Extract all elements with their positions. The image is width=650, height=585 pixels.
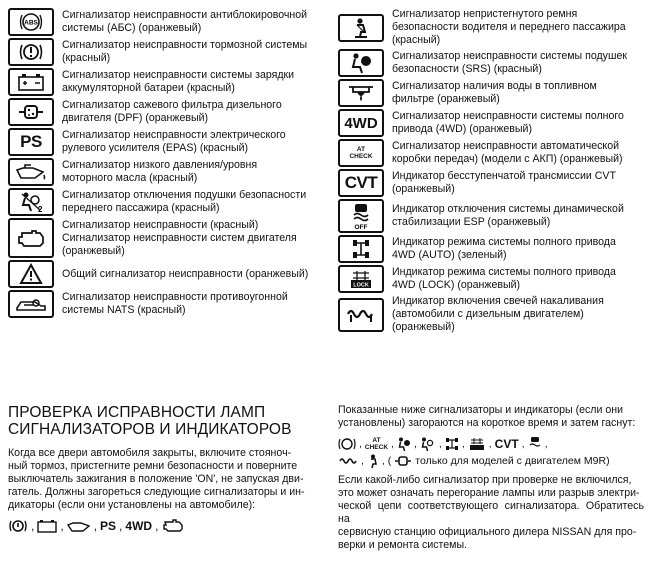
cvt-label: CVT bbox=[344, 173, 378, 192]
list-item-text: Общий сигнализатор неисправности (оранжевый) bbox=[62, 267, 309, 280]
list-item bbox=[8, 158, 324, 186]
cvt-symbol: CVT bbox=[494, 437, 519, 451]
brake-icon bbox=[8, 38, 54, 66]
list-item-text: Сигнализатор неисправности антиблокировочной системы (АБС) (оранжевый) bbox=[62, 9, 308, 34]
list-item bbox=[338, 295, 650, 334]
section-heading: ПРОВЕРКА ИСПРАВНОСТИ ЛАМП СИГНАЛИЗАТОРОВ И ИНДИКАТОРОВ bbox=[8, 404, 292, 438]
at-check-icon: AT CHECK bbox=[364, 437, 389, 451]
warning-triangle-icon bbox=[8, 260, 54, 288]
check-label: CHECK bbox=[349, 153, 373, 160]
list-item-text: Сигнализатор неисправности противоугонной системы NATS (красный) bbox=[62, 291, 288, 316]
failure-advice-text: Если какой-либо сигнализатор при проверке не включился, это может означать перегорание лампы или разрыв электри- ческой цепи соответствующего сигнализатора. Обратитесь на сервисную станцию официального дилера NISSAN для про- верки и ремонта системы. bbox=[338, 474, 644, 551]
glow-plug-icon bbox=[338, 298, 384, 332]
battery-icon bbox=[37, 519, 57, 533]
abs-icon bbox=[8, 8, 54, 36]
oil-pressure-icon bbox=[67, 519, 91, 533]
list-item bbox=[338, 235, 650, 263]
list-item bbox=[338, 169, 650, 197]
list-item bbox=[8, 290, 324, 318]
dpf-icon bbox=[8, 98, 54, 126]
list-item bbox=[338, 139, 650, 167]
list-item bbox=[338, 199, 650, 233]
list-item-text: Сигнализатор неисправности системы зарядки аккумуляторной батареи (красный) bbox=[62, 69, 295, 94]
list-item-text: Сигнализатор неисправности (красный) Сигнализатор неисправности систем двигателя (оранжевый) bbox=[62, 218, 297, 257]
ps-symbol: PS bbox=[100, 519, 117, 533]
at-check-icon bbox=[338, 139, 384, 167]
list-item-text: Сигнализатор неисправности системы подушек безопасности (SRS) (красный) bbox=[392, 50, 627, 75]
water-in-fuel-icon bbox=[338, 79, 384, 107]
list-item-text: Сигнализатор неисправности автоматической коробки передач) (модели с АКП) (оранжевый) bbox=[392, 140, 623, 165]
ps-label: PS bbox=[20, 132, 42, 151]
list-item bbox=[8, 218, 324, 258]
airbag-off-icon bbox=[420, 437, 436, 451]
list-item bbox=[338, 8, 650, 47]
seatbelt-icon bbox=[367, 454, 379, 468]
glow-plug-icon bbox=[338, 455, 358, 467]
list-item bbox=[338, 79, 650, 107]
list-item-text: Сигнализатор отключения подушки безопасности переднего пассажира (красный) bbox=[62, 189, 307, 214]
list-item-text: Сигнализатор наличия воды в топливном фильтре (оранжевый) bbox=[392, 80, 597, 105]
list-item-text: Индикатор бесступенчатой трансмиссии CVT (оранжевый) bbox=[392, 170, 616, 195]
airbag-off-icon bbox=[8, 188, 54, 216]
list-item bbox=[338, 265, 650, 293]
list-item bbox=[8, 68, 324, 96]
list-item-text: Индикатор отключения системы динамической стабилизации ESP (оранжевый) bbox=[392, 203, 624, 228]
list-item bbox=[8, 98, 324, 126]
power-steering-icon bbox=[8, 128, 54, 156]
list-item-text: Сигнализатор неисправности электрического рулевого усилителя (EPAS) (красный) bbox=[62, 129, 286, 154]
m9r-note: только для моделей с двигателем M9R) bbox=[415, 455, 610, 467]
list-item-text: Сигнализатор сажевого фильтра дизельного двигателя (DPF) (оранжевый) bbox=[62, 99, 282, 124]
airbag-icon bbox=[397, 437, 411, 451]
4wd-auto-icon bbox=[338, 235, 384, 263]
brief-lamps-section bbox=[338, 404, 644, 552]
lock-label: LOCK bbox=[353, 282, 369, 289]
cvt-icon bbox=[338, 169, 384, 197]
at-label: AT bbox=[356, 146, 366, 153]
list-item-text: Сигнализатор неисправности системы полного привода (4WD) (оранжевый) bbox=[392, 110, 624, 135]
svg-text:2: 2 bbox=[38, 205, 43, 213]
startup-symbols: , , , PS , 4WD , bbox=[8, 518, 322, 534]
brief-symbols: , AT CHECK , , , , , CVT , , bbox=[338, 436, 644, 452]
4wd-auto-icon bbox=[445, 437, 459, 451]
list-item-text: Индикатор режима системы полного привода 4WD (AUTO) (зеленый) bbox=[392, 236, 616, 261]
list-item-text: Сигнализатор низкого давления/уровня моторного масла (красный) bbox=[62, 159, 258, 184]
check-instructions: Когда все двери автомобиля закрыты, включите стояноч- ный тормоз, пристегните ремни безопасности и поверните выключатель зажигания в положение 'ON', не запуская дви- гатель. Должны загореться следующие сигнализаторы и ин- дикаторы (если они установлены на автомобиле): bbox=[8, 447, 305, 511]
list-item bbox=[8, 128, 324, 156]
dpf-icon bbox=[394, 455, 412, 467]
esp-off-icon bbox=[528, 436, 542, 452]
4wd-symbol: 4WD bbox=[125, 519, 153, 533]
list-item-text: Индикатор включения свечей накаливания (автомобили с дизельным двигателем) (оранжевый) bbox=[392, 295, 604, 333]
esp-off-icon bbox=[338, 199, 384, 233]
list-item bbox=[338, 49, 650, 77]
oil-pressure-icon bbox=[8, 158, 54, 186]
lamp-check-section bbox=[8, 404, 322, 534]
airbag-icon bbox=[338, 49, 384, 77]
list-item-text: Сигнализатор неисправности тормозной системы (красный) bbox=[62, 39, 308, 64]
list-item-text: Индикатор режима системы полного привода 4WD (LOCK) (оранжевый) bbox=[392, 266, 616, 291]
abs-icon bbox=[338, 437, 356, 451]
right-indicator-list bbox=[338, 8, 650, 336]
4wd-icon bbox=[338, 109, 384, 137]
brief-lamps-text: Показанные ниже сигнализаторы и индикаторы (если они установлены) загораются на короткое время и затем гаснут: bbox=[338, 404, 636, 429]
list-item bbox=[8, 260, 324, 288]
list-item-text: Сигнализатор непристегнутого ремня безопасности водителя и переднего пассажира (красный) bbox=[392, 8, 626, 46]
brief-symbols-2: , , ( только для моделей с двигателем M9R) bbox=[338, 454, 644, 468]
4wd-lock-icon bbox=[338, 265, 384, 293]
off-label: OFF bbox=[354, 224, 368, 230]
left-indicator-list bbox=[8, 8, 324, 320]
4wd-label: 4WD bbox=[344, 114, 378, 132]
list-item bbox=[338, 109, 650, 137]
list-item bbox=[8, 38, 324, 66]
brake-icon bbox=[8, 518, 28, 534]
immobilizer-icon bbox=[8, 290, 54, 318]
engine-icon bbox=[161, 519, 183, 533]
4wd-lock-icon bbox=[468, 437, 486, 451]
abs-label: ABS bbox=[24, 19, 38, 27]
battery-icon bbox=[8, 68, 54, 96]
seatbelt-icon bbox=[338, 14, 384, 42]
list-item bbox=[8, 188, 324, 216]
engine-icon bbox=[8, 218, 54, 258]
list-item bbox=[8, 8, 324, 36]
